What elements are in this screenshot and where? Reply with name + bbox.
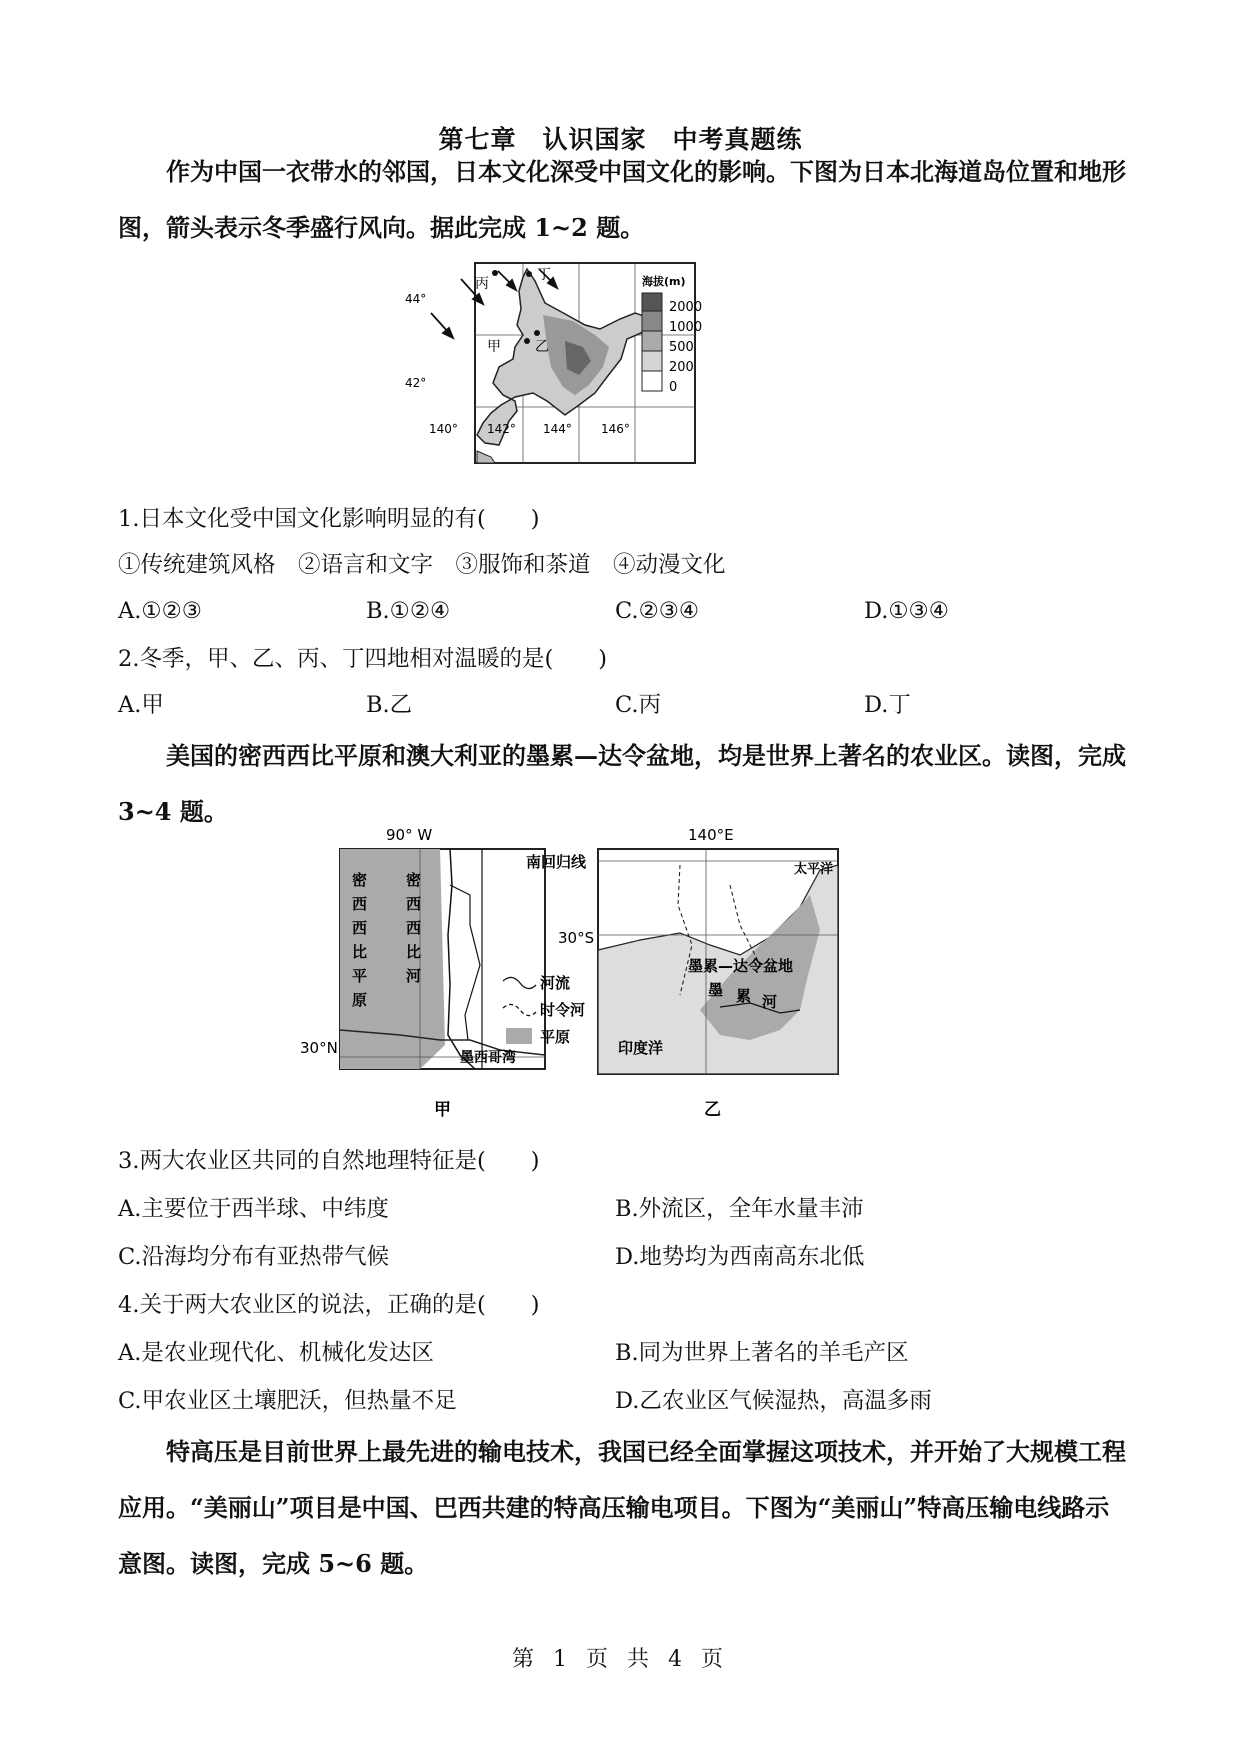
lon-label-140: 140°: [429, 422, 458, 436]
place-label-bing: 丙: [475, 276, 489, 292]
legend-value-1000: 1000: [669, 320, 703, 335]
left-caption: 甲: [434, 1100, 451, 1120]
legend-river: 河流: [540, 974, 571, 992]
question-3-option-a: A.主要位于西半球、中纬度: [118, 1196, 389, 1222]
question-1-stem: 1.日本文化受中国文化影响明显的有( ): [118, 506, 540, 532]
question-1-option-c: C.②③④: [615, 598, 700, 624]
left-lon-label: 90° W: [386, 826, 433, 844]
river-char-3: 西: [406, 919, 422, 937]
question-2-stem: 2.冬季，甲、乙、丙、丁四地相对温暖的是( ): [118, 646, 608, 672]
question-2-option-a: A.甲: [118, 692, 164, 718]
right-lon-label: 140°E: [688, 826, 734, 844]
right-lat-label: 30°S: [558, 929, 595, 947]
river-char-4: 比: [406, 943, 422, 961]
pacific-label: 太平洋: [794, 862, 834, 877]
lat-label-44: 44°: [405, 292, 427, 306]
question-1-items: ①传统建筑风格 ②语言和文字 ③服饰和茶道 ④动漫文化: [118, 552, 726, 578]
question-2-option-b: B.乙: [366, 692, 413, 718]
intro-paragraph-1: 作为中国一衣带水的邻国，日本文化深受中国文化的影响。下图为日本北海道岛位置和地形图，箭头表示冬季盛行风向。据此完成 1~2 题。: [118, 157, 1126, 242]
question-3-option-d: D.地势均为西南高东北低: [615, 1244, 865, 1270]
legend-value-500: 500: [669, 340, 694, 355]
legend-title: 海拔(m): [642, 275, 686, 288]
question-3-stem: 3.两大农业区共同的自然地理特征是( ): [118, 1148, 540, 1174]
murray-char-3: 河: [762, 993, 778, 1011]
intro-paragraph-2: 美国的密西西比平原和澳大利亚的墨累—达令盆地，均是世界上著名的农业区。读图，完成 3~4 题。: [118, 741, 1126, 826]
plain-char-2: 西: [352, 895, 368, 913]
agricultural-regions-map: [300, 825, 960, 1130]
legend-seasonal-river: 时令河: [540, 1001, 586, 1019]
murray-char-1: 墨: [708, 981, 724, 999]
intro-paragraph-3: 特高压是目前世界上最先进的输电技术，我国已经全面掌握这项技术，并开始了大规模工程应用。“美丽山”项目是中国、巴西共建的特高压输电项目。下图为“美丽山”特高压输电线路示意图。读图，完成 5~6 题。: [118, 1437, 1126, 1578]
question-2-option-d: D.丁: [864, 692, 911, 718]
question-4-option-d: D.乙农业区气候湿热，高温多雨: [615, 1388, 932, 1414]
lon-label-142: 142°: [487, 422, 516, 436]
right-caption: 乙: [704, 1100, 721, 1120]
plain-char-5: 平: [352, 967, 368, 985]
page-footer: 第 1 页 共 4 页: [512, 1647, 729, 1672]
legend-value-200: 200: [669, 360, 694, 375]
river-char-1: 密: [406, 871, 422, 889]
mississippi-panel: [300, 826, 545, 1120]
legend-plain: 平原: [540, 1028, 571, 1046]
plain-char-3: 西: [352, 919, 368, 937]
lon-label-144: 144°: [543, 422, 572, 436]
question-4-option-c: C.甲农业区土壤肥沃，但热量不足: [118, 1388, 457, 1414]
indian-ocean-label: 印度洋: [618, 1039, 664, 1057]
plain-char-6: 原: [352, 991, 368, 1009]
place-label-jia: 甲: [487, 339, 501, 355]
river-char-2: 西: [406, 895, 422, 913]
question-1-option-a: A.①②③: [118, 598, 202, 624]
question-1-option-d: D.①③④: [864, 598, 949, 624]
plain-char-1: 密: [352, 871, 368, 889]
question-3-option-b: B.外流区，全年水量丰沛: [615, 1196, 864, 1222]
river-char-5: 河: [406, 967, 422, 985]
question-3-option-c: C.沿海均分布有亚热带气候: [118, 1244, 390, 1270]
question-1-option-b: B.①②④: [366, 598, 451, 624]
murray-darling-panel: [526, 826, 838, 1120]
legend-value-2000: 2000: [669, 300, 703, 315]
gulf-label: 墨西哥湾: [460, 1050, 516, 1066]
place-label-ding: 丁: [537, 267, 551, 283]
question-2-option-c: C.丙: [615, 692, 662, 718]
murray-char-2: 累: [736, 987, 752, 1005]
question-4-stem: 4.关于两大农业区的说法，正确的是( ): [118, 1292, 540, 1318]
page-title: 第七章 认识国家 中考真题练: [438, 125, 803, 154]
plain-char-4: 比: [352, 943, 368, 961]
hokkaido-map: [395, 255, 755, 495]
tropic-label: 南回归线: [526, 853, 587, 871]
question-4-option-a: A.是农业现代化、机械化发达区: [118, 1340, 434, 1366]
legend-value-0: 0: [669, 380, 678, 395]
left-lat-label: 30°N: [300, 1039, 338, 1057]
question-4-option-b: B.同为世界上著名的羊毛产区: [615, 1340, 909, 1366]
basin-label: 墨累—达令盆地: [688, 957, 794, 975]
lon-label-146: 146°: [601, 422, 630, 436]
lat-label-42: 42°: [405, 376, 427, 390]
place-label-yi: 乙: [535, 339, 549, 355]
